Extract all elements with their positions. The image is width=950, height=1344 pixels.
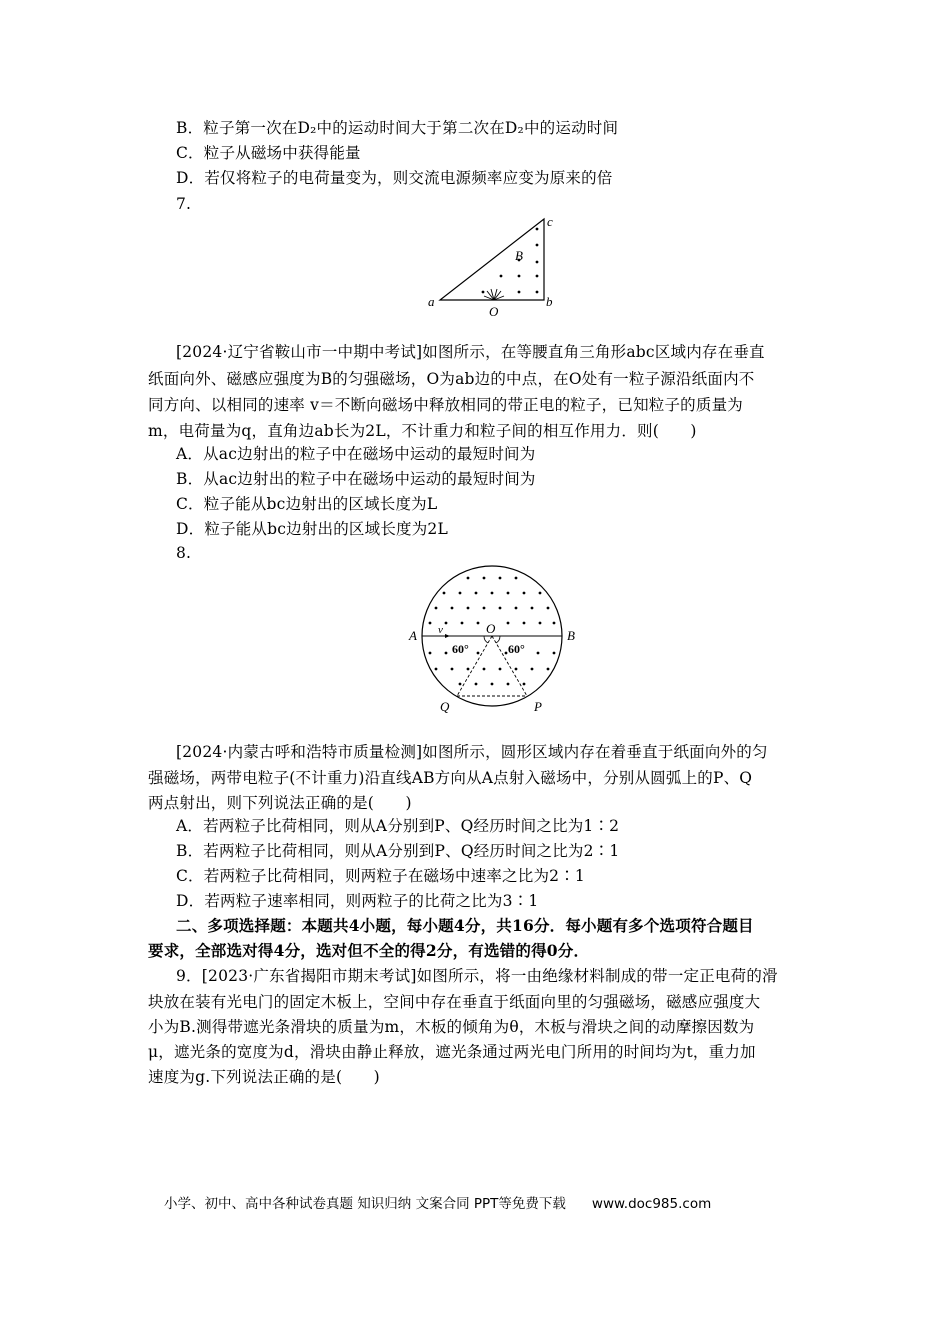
q9-line-5: 速度为g.下列说法正确的是( ) (148, 1068, 380, 1086)
angle-arc-right (496, 636, 500, 643)
label-O: O (489, 304, 499, 318)
label-P: P (534, 699, 542, 714)
label-angle-left: 60° (452, 642, 469, 656)
q8-stem-line-2: 强磁场，两带电粒子(不计重力)沿直线AB方向从A点射入磁场中，分别从圆弧上的P、Q (148, 769, 753, 787)
angle-arc-left (484, 636, 488, 643)
q7-triangle-figure (420, 212, 560, 318)
q9-line-2: 块放在装有光电门的固定木板上，空间中存在垂直于纸面向里的匀强磁场，磁感应强度大 (148, 993, 761, 1011)
q8-option-a: A．若两粒子比荷相同，则从A分别到P、Q经历时间之比为1∶2 (176, 817, 620, 835)
q9-line-3: 小为B.测得带遮光条滑块的质量为m，木板的倾角为θ，木板与滑块之间的动摩擦因数为 (148, 1018, 755, 1036)
q6-option-b: B．粒子第一次在D₂中的运动时间大于第二次在D₂中的运动时间 (176, 119, 619, 137)
q8-option-b: B．若两粒子比荷相同，则从A分别到P、Q经历时间之比为2∶1 (176, 842, 620, 860)
particle-source-rays (484, 289, 504, 300)
q9-line-1: 9．[2023·广东省揭阳市期末考试]如图所示，将一由绝缘材料制成的带一定正电荷的滑 (176, 967, 778, 985)
q7-number: 7. (176, 195, 192, 213)
page-footer (164, 1192, 711, 1212)
q8-option-c: C．若两粒子比荷相同，则两粒子在磁场中速率之比为2∶1 (176, 867, 585, 885)
q7-option-a: A．从ac边射出的粒子中在磁场中运动的最短时间为 (176, 445, 536, 463)
q8-number: 8. (176, 544, 192, 562)
section2-heading-line-2: 要求，全部选对得4分，选对但不全的得2分，有选错的得0分． (148, 941, 590, 960)
q7-option-d: D．粒子能从bc边射出的区域长度为2L (176, 520, 448, 538)
q7-stem-line-1: [2024·辽宁省鞍山市一中期中考试]如图所示，在等腰直角三角形abc区域内存在垂直 (176, 343, 765, 361)
q7-stem-line-4: m，电荷量为q，直角边ab长为2L，不计重力和粒子间的相互作用力．则( ) (148, 422, 697, 440)
q9-line-4: μ，遮光条的宽度为d，滑块由静止释放，遮光条通过两光电门所用的时间均为t，重力加 (148, 1043, 756, 1061)
q6-option-c: C．粒子从磁场中获得能量 (176, 144, 361, 162)
velocity-arrowhead (445, 634, 450, 638)
label-B: B (515, 248, 523, 263)
q7-option-b: B．从ac边射出的粒子中在磁场中运动的最短时间为 (176, 470, 536, 488)
triangle-abc (440, 219, 544, 300)
label-v: v (438, 624, 443, 636)
q8-stem-line-3: 两点射出，则下列说法正确的是( ) (148, 794, 412, 812)
q8-option-d: D．若两粒子速率相同，则两粒子的比荷之比为3∶1 (176, 892, 539, 910)
q7-option-c: C．粒子能从bc边射出的区域长度为L (176, 495, 438, 513)
q8-stem-line-1: [2024·内蒙古呼和浩特市质量检测]如图所示，圆形区域内存在着垂直于纸面向外的匀 (176, 743, 768, 761)
label-c: c (547, 214, 553, 229)
q8-circle-figure (400, 563, 590, 715)
label-a: a (428, 294, 435, 309)
label-b: b (546, 294, 553, 309)
section2-heading-line-1: 二、多项选择题：本题共4小题，每小题4分，共16分．每小题有多个选项符合题目 (176, 916, 754, 935)
q7-stem-line-2: 纸面向外、磁感应强度为B的匀强磁场，O为ab边的中点，在O处有一粒子源沿纸面内不 (148, 370, 755, 388)
q6-option-d: D．若仅将粒子的电荷量变为，则交流电源频率应变为原来的倍 (176, 169, 613, 187)
footer-text: 小学、初中、高中各种试卷真题 知识归纳 文案合同 PPT等免费下载 (164, 1196, 566, 1212)
label-B: B (567, 628, 575, 643)
label-Q: Q (440, 699, 450, 714)
q7-stem-line-3: 同方向、以相同的速率 v＝不断向磁场中释放相同的带正电的粒子，已知粒子的质量为 (148, 396, 743, 414)
label-angle-right: 60° (508, 642, 525, 656)
label-A: A (409, 628, 417, 643)
footer-url[interactable]: www.doc985.com (591, 1196, 712, 1212)
label-O: O (486, 621, 496, 636)
